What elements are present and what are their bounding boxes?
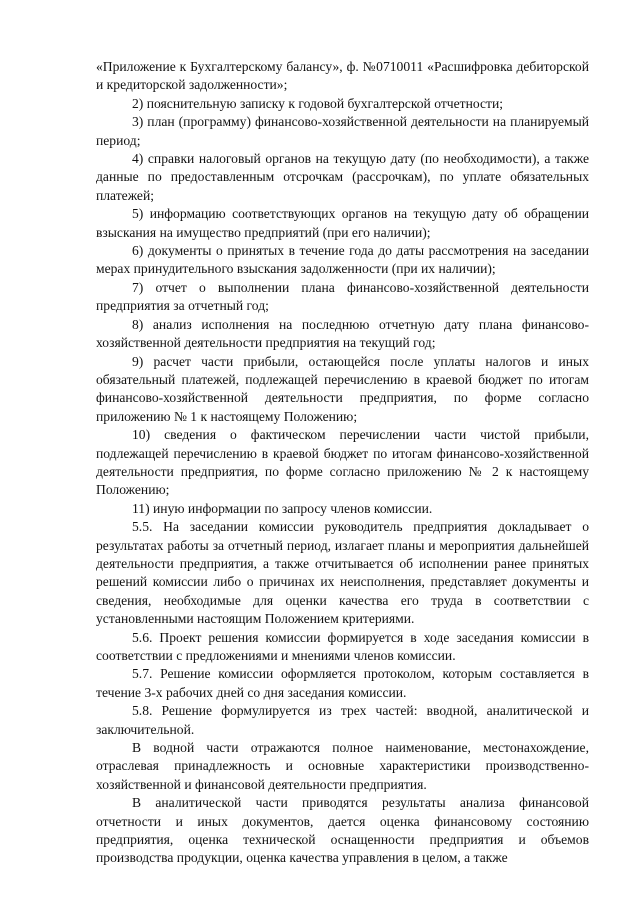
list-item-3: 3) план (программу) финансово-хозяйственной деятельности на планируемый период; <box>96 114 589 148</box>
clause-5-7: 5.7. Решение комиссии оформляется протоколом, которым составляется в течение 3-х рабочих дней со дня заседания комиссии. <box>96 666 589 700</box>
document-body <box>96 58 589 868</box>
list-item-4: 4) справки налоговый органов на текущую дату (по необходимости), а также данные по предоставленным отсрочкам (рассрочкам), по уплате обязательных платежей; <box>96 151 589 203</box>
paragraph-continuation: «Приложение к Бухгалтерскому балансу», ф. №0710011 «Расшифровка дебиторской и кредиторской задолженности»; <box>96 59 589 93</box>
introductory-part-paragraph: В водной части отражаются полное наименование, местонахождение, отраслевая принадлежность и основные характеристики производственно-хозяйственной и финансовой деятельности предприятия. <box>96 740 589 792</box>
list-item-7: 7) отчет о выполнении плана финансово-хозяйственной деятельности предприятия за отчетный год; <box>96 279 589 314</box>
list-item-5: 5) информацию соответствующих органов на текущую дату об обращении взыскания на имущество предприятий (при его наличии); <box>96 206 589 240</box>
list-item-9: 9) расчет части прибыли, остающейся после уплаты налогов и иных обязательный платежей, подлежащей перечислению в краевой бюджет по итогам финансово-хозяйственной деятельности предприятия, по форме согласно приложению № 1 к настоящему Положению; <box>96 353 589 424</box>
clause-5-5: 5.5. На заседании комиссии руководитель предприятия докладывает о результатах работы за отчетный период, излагает планы и мероприятия дальнейшей деятельности предприятия, а также отчитывается об исполнении ранее принятых решений комиссии либо о причинах их неисполнения, представляет документы и сведения, необходимые для оценки качества его труда в соответствии с установленными настоящим Положением критериями. <box>96 519 589 627</box>
analytical-part-paragraph: В аналитической части приводятся результаты анализа финансовой отчетности и иных документов, дается оценка финансовому состоянию предприятия, оценка технической оснащенности предприятия и объемов производства продукции, оценка качества управления в целом, а также <box>96 795 589 866</box>
clause-5-6: 5.6. Проект решения комиссии формируется в ходе заседания комиссии в соответствии с предложениями и мнениями членов комиссии. <box>96 629 589 663</box>
list-item-6: 6) документы о принятых в течение года до даты рассмотрения на заседании мерах принудительного взыскания задолженности (при их наличии); <box>96 243 589 277</box>
list-item-2: 2) пояснительную записку к годовой бухгалтерской отчетности; <box>132 95 504 111</box>
list-item-11: 11) иную информации по запросу членов комиссии. <box>132 500 433 516</box>
clause-5-8: 5.8. Решение формулируется из трех частей: вводной, аналитической и заключительной. <box>96 703 589 737</box>
list-item-8: 8) анализ исполнения на последнюю отчетную дату плана финансово-хозяйственной деятельности предприятия на текущий год; <box>96 316 589 351</box>
list-item-10: 10) сведения о фактическом перечислении части чистой прибыли, подлежащей перечислению в краевой бюджет по итогам финансово-хозяйственной деятельности предприятия, по форме согласно приложению № 2 к настоящему Положению; <box>96 427 589 498</box>
